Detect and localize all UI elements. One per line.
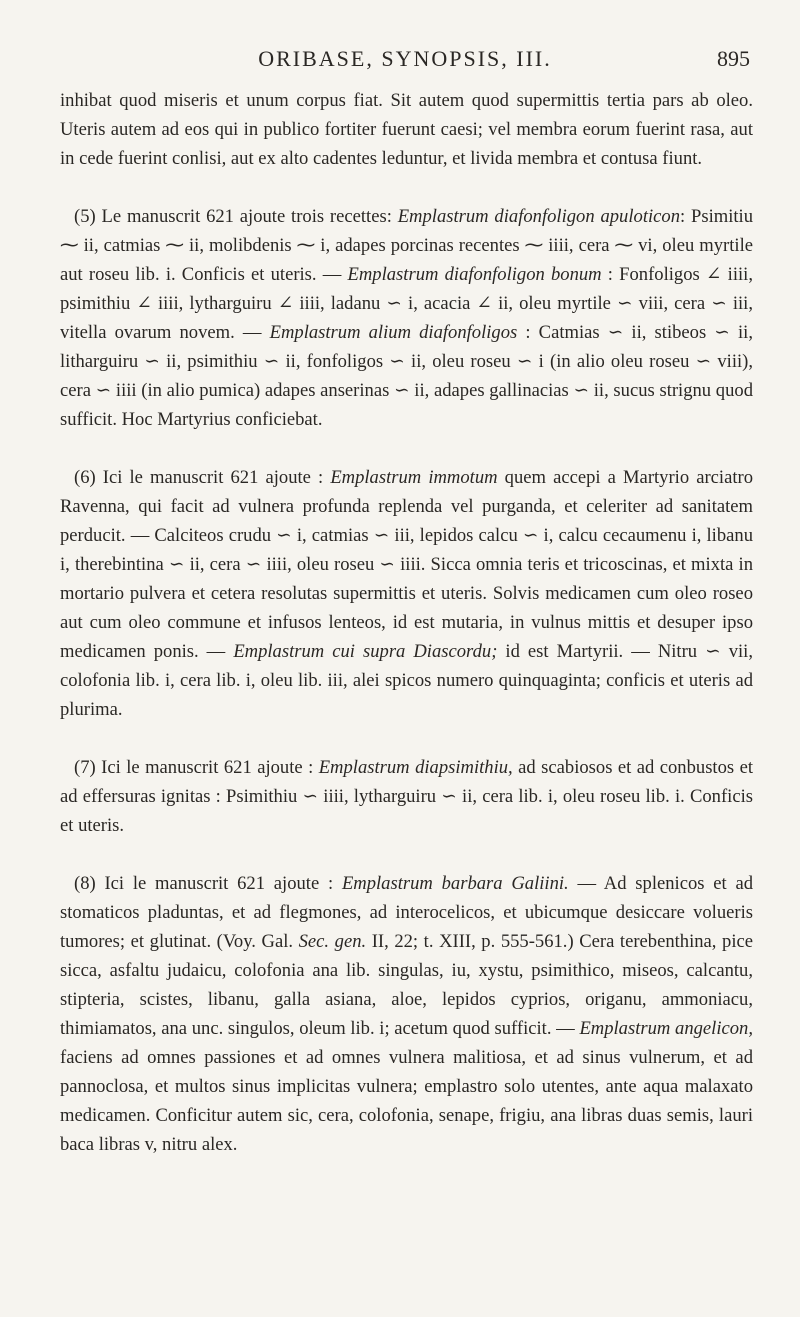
footnote-6-text-3: id est Martyrii. — Nitru ∽ vii, colofonia lib. i, cera lib. i, oleu lib. iii, alei spicos numero quinquaginta; conficis et uteris ad plurima.	[60, 641, 753, 720]
footnote-6-text-2: quem accepi a Martyrio arciatro Ravenna, qui facit ad vulnera profunda replenda vel purganda, et celeriter ad sanitatem perducit. — Calciteos crudu ∽ i, catmias ∽ iii, lepidos calcu ∽ i, calcu cecaumenu i, libanu i, therebintina ∽ ii, cera ∽ iiii, oleu roseu ∽ iiii. Sicca omnia teris et tricoscinas, et mixta in mortario pulvera et cetera resolutas supermittis et uteris. Solvis medicamen cum oleo roseo aut cum oleo commune et infusos lenteos, id est mutaria, in vulnus mittis et desuper ipso medicamen ponis. —	[60, 467, 754, 662]
footnote-8	[60, 869, 753, 1159]
page-body	[60, 86, 753, 1159]
footnote-5-title-1: Emplastrum diafonfoligon apuloticon	[397, 206, 680, 227]
footnote-5-text-1: (5) Le manuscrit 621 ajoute trois recettes:	[74, 206, 398, 227]
footnote-5-title-3: Emplastrum alium diafonfoligos	[269, 322, 518, 343]
footnote-7-title-1: Emplastrum diapsimithiu,	[318, 757, 513, 778]
footnote-5-text-2: : Psimitiu ⁓ ii, catmias ⁓ ii, molibdenis ⁓ i, adapes porcinas recentes ⁓ iiii, cera ⁓ vi, oleu myrtile aut roseu lib. i. Conficis et uteris. —	[60, 206, 753, 285]
footnote-6	[60, 463, 753, 724]
footnote-8-text-4: faciens ad omnes passiones et ad omnes vulnera malitiosa, et ad sinus vulnerum, et ad pannoclosa, et multos sinus implicitas vulnera; emplastro solo utentes, ante aqua malaxato medicamen. Conficitur autem sic, cera, colofonia, senape, frigiu, ana libras duas semis, lauri baca libras v, nitru alex.	[60, 1047, 753, 1155]
footnote-5-text-3: : Fonfoligos ∠ iiii, psimithiu ∠ iiii, lytharguiru ∠ iiii, ladanu ∽ i, acacia ∠ ii, oleu myrtile ∽ viii, cera ∽ iii, vitella ovarum novem. —	[60, 264, 753, 343]
footnote-8-text-2: — Ad splenicos et ad stomaticos pladuntas, et ad flegmones, ad interocelicos, et ubicumque desiccare volueris tumores; et glutinat. (Voy. Gal.	[60, 873, 754, 952]
footnote-7	[60, 753, 753, 840]
footnote-8-text-3: II, 22; t. XIII, p. 555-561.) Cera terebenthina, pice sicca, asfaltu judaicu, colofonia ana lib. singulas, iu, xystu, psimithico, miseos, calcantu, stipteria, scistes, libanu, galla asiana, aloe, lepidos cyprios, origanu, ammoniacu, thimiamatos, ana unc. singulos, oleum lib. i; acetum quod sufficit. —	[60, 931, 753, 1039]
footnote-7-text-1: (7) Ici le manuscrit 621 ajoute :	[74, 757, 319, 778]
footnote-5	[60, 202, 753, 434]
footnote-5-text-4: : Catmias ∽ ii, stibeos ∽ ii, litharguiru ∽ ii, psimithiu ∽ ii, fonfoligos ∽ ii, oleu roseu ∽ i (in alio oleu roseu ∽ viii), cera ∽ iiii (in alio pumica) adapes anserinas ∽ ii, adapes gallinacias ∽ ii, sucus strignu quod sufficit. Hoc Martyrius conficiebat.	[60, 322, 753, 430]
page-header	[60, 46, 750, 76]
footnote-6-title-1: Emplastrum immotum	[330, 467, 498, 488]
footnote-8-ref: Sec. gen.	[298, 931, 367, 952]
footnote-6-text-1: (6) Ici le manuscrit 621 ajoute :	[74, 467, 331, 488]
footnote-5-title-2: Emplastrum diafonfoligon bonum	[347, 264, 602, 285]
footnote-8-title-1: Emplastrum barbara Galiini.	[341, 873, 569, 894]
continued-paragraph: inhibat quod miseris et unum corpus fiat. Sit autem quod supermittis tertia pars ab oleo. Uteris autem ad eos qui in publico fortiter fuerunt caesi; vel membra eorum fuerint rasa, aut in cede fuerint conlisi, aut ex alto cadentes leduntur, et livida membra et contusa fiunt.	[60, 90, 753, 169]
footnote-8-title-2: Emplastrum angelicon,	[579, 1018, 753, 1039]
footnote-8-text-1: (8) Ici le manuscrit 621 ajoute :	[74, 873, 342, 894]
footnote-7-text-2: ad scabiosos et ad conbustos et ad effersuras ignitas : Psimithiu ∽ iiii, lytharguiru ∽ ii, cera lib. i, oleu roseu lib. i. Conficis et uteris.	[60, 757, 754, 836]
page-number: 895	[717, 46, 750, 71]
running-title: ORIBASE, SYNOPSIS, III.	[258, 46, 552, 71]
footnote-6-title-2: Emplastrum cui supra Diascordu;	[233, 641, 498, 662]
